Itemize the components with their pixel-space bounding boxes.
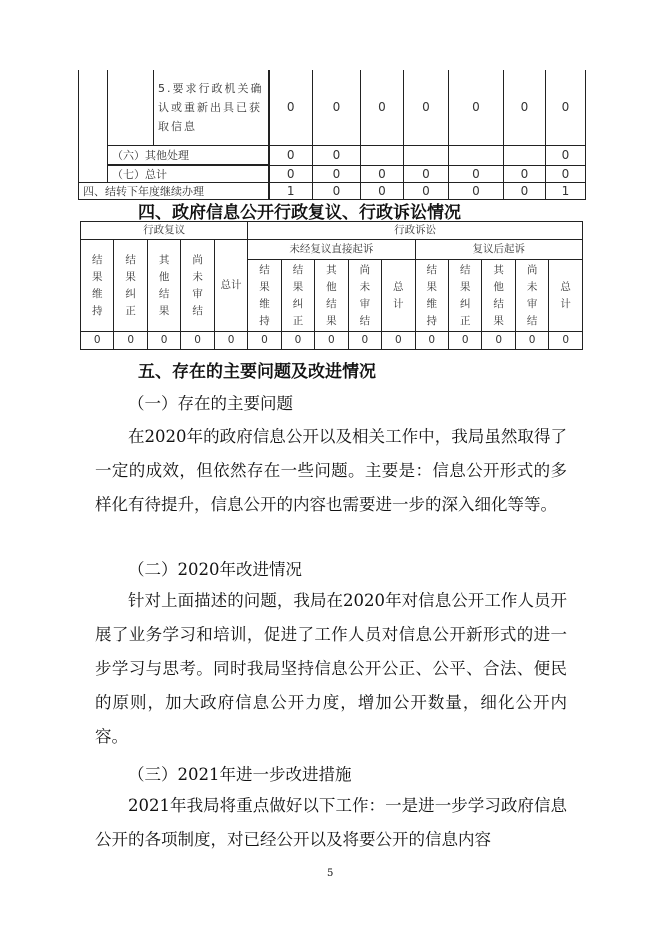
cell: 0 <box>147 332 180 350</box>
cell: 0 <box>313 165 361 183</box>
section-heading: 四、政府信息公开行政复议、行政诉讼情况 <box>138 203 461 223</box>
cell: 0 <box>546 165 586 183</box>
header-cell: 结果维持 <box>426 263 437 327</box>
cell: 0 <box>504 165 546 183</box>
cell: 0 <box>415 332 448 350</box>
cell: 1 <box>269 183 313 200</box>
cell: 0 <box>269 165 313 183</box>
cell: 0 <box>348 332 381 350</box>
table-row <box>81 332 583 350</box>
cell: 0 <box>449 70 504 145</box>
handling-results-table <box>78 70 586 200</box>
cell: 0 <box>281 332 314 350</box>
header-cell: 尚未审结 <box>526 263 538 327</box>
cell: 0 <box>382 332 415 350</box>
header-cell: 结果纠正 <box>459 263 471 327</box>
header-cell: 结果纠正 <box>125 253 136 317</box>
header-cell: 总计 <box>560 280 571 310</box>
header-cell: 尚未审结 <box>192 253 203 317</box>
subheading: （三）2021年进一步改进措施 <box>128 765 352 784</box>
cell: 0 <box>269 145 313 165</box>
header-cell: 总计 <box>214 240 247 332</box>
cell <box>504 145 546 165</box>
page-number: 5 <box>327 868 334 879</box>
cell: 0 <box>181 332 214 350</box>
cell: 0 <box>448 332 481 350</box>
row-label: （六）其他处理 <box>108 145 269 165</box>
subheading: （二）2020年改进情况 <box>128 560 302 579</box>
cell: 1 <box>546 183 586 200</box>
header-cell: 复议后起诉 <box>415 240 582 260</box>
cell: 0 <box>361 165 404 183</box>
cell: 0 <box>404 165 449 183</box>
paragraph: 针对上面描述的问题，我局在2020年对信息公开工作人员开展了业务学习和培训，促进了工作人员对信息公开新形式的进一步学习与思考。同时我局坚持信息公开公正、公平、合法、便民的原则，加大政府信息公开力度，增加公开数量，细化公开内容。 <box>95 591 567 746</box>
cell: 0 <box>504 70 546 145</box>
header-cell: 未经复议直接起诉 <box>248 240 415 260</box>
row-label: 四、结转下年度继续办理 <box>79 183 269 200</box>
cell: 0 <box>361 183 404 200</box>
cell: 0 <box>515 332 548 350</box>
header-cell: 其他结果 <box>493 263 504 327</box>
header-cell: 总计 <box>393 280 404 310</box>
header-cell: 结果维持 <box>91 253 103 317</box>
table-row <box>79 183 586 200</box>
header-cell: 其他结果 <box>158 253 170 317</box>
table-row <box>79 145 586 165</box>
cell: 0 <box>404 183 449 200</box>
cell: 0 <box>449 165 504 183</box>
row-label: 5.要求行政机关确认或重新出具已获取信息 <box>154 70 269 145</box>
cell: 0 <box>315 332 348 350</box>
cell: 0 <box>81 332 114 350</box>
cell: 0 <box>114 332 147 350</box>
cell: 0 <box>482 332 515 350</box>
subheading: （一）存在的主要问题 <box>128 394 293 413</box>
cell: 0 <box>269 70 313 145</box>
cell: 0 <box>313 183 361 200</box>
cell: 0 <box>546 70 586 145</box>
cell: 0 <box>361 70 404 145</box>
header-cell: 尚未审结 <box>359 263 371 327</box>
header-cell: 行政复议 <box>81 222 248 240</box>
header-cell: 结果纠正 <box>292 263 304 327</box>
cell <box>361 145 404 165</box>
cell: 0 <box>449 183 504 200</box>
cell: 0 <box>504 183 546 200</box>
header-cell: 其他结果 <box>326 263 337 327</box>
review-litigation-table <box>80 221 583 350</box>
cell <box>404 145 449 165</box>
header-cell: 结果维持 <box>259 263 270 327</box>
paragraph: 2021年我局将重点做好以下工作：一是进一步学习政府信息公开的各项制度，对已经公开以及将要公开的信息内容 <box>95 796 567 849</box>
section-heading: 五、存在的主要问题及改进情况 <box>138 362 376 382</box>
cell: 0 <box>248 332 281 350</box>
cell: 0 <box>214 332 247 350</box>
cell: 0 <box>546 145 586 165</box>
header-cell: 行政诉讼 <box>248 222 583 240</box>
cell: 0 <box>313 70 361 145</box>
table-row <box>79 165 586 183</box>
row-label: （七）总计 <box>108 165 269 183</box>
paragraph: 在2020年的政府信息公开以及相关工作中，我局虽然取得了一定的成效，但依然存在一些问题。主要是：信息公开形式的多样化有待提升，信息公开的内容也需要进一步的深入细化等等。 <box>95 427 567 514</box>
table-row <box>79 70 586 145</box>
cell: 0 <box>404 70 449 145</box>
cell: 0 <box>549 332 583 350</box>
cell <box>449 145 504 165</box>
cell: 0 <box>313 145 361 165</box>
